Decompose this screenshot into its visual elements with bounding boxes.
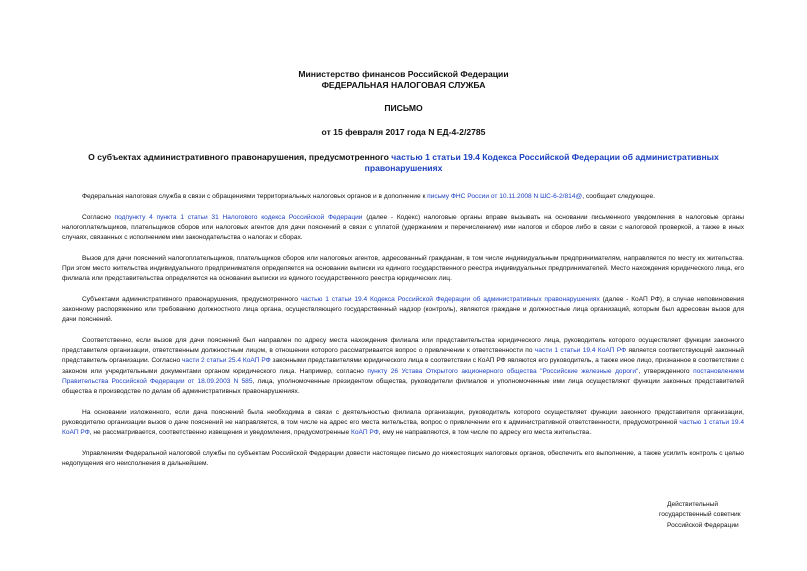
paragraph-text: , лица, уполномоченные президентом общества, руководители филиалов и уполномоченные ими лица осуществляют функции законных представителей общества в производстве по делам об административных правонарушениях. [62, 377, 745, 396]
document-link[interactable]: части 2 статьи 25.4 КоАП РФ [182, 357, 271, 365]
document-type: ПИСЬМО [384, 103, 423, 113]
subject-text: О субъектах административного правонарушения, предусмотренного [88, 152, 392, 162]
paragraph-text: , сообщает следующее. [582, 193, 656, 200]
document-link[interactable]: КоАП РФ [351, 429, 379, 437]
signature-line-2: государственный советник [659, 511, 741, 519]
paragraph-text: Управлениям Федеральной налоговой службы по субъектам Российской Федерации довести настоящее письмо до нижестоящих налоговых органов, обеспечить его выполнение, а также усилить контроль с целью недопущения его неисполнения в дальнейшем. [62, 449, 744, 468]
signature-line-1: Действительный [667, 501, 719, 508]
paragraph-text: На основании изложенного, если дача пояснений была необходима в связи с деятельностью филиала организации, руководитель которого осуществляет функции законного представителя организации, руководителю организации вызов о даче пояснений не направляется, в том числе на адрес его места жительства, вопрос о привлечении его к административной ответственности, предусмотренной [62, 408, 744, 426]
paragraph-text: Вызов для дачи пояснений налогоплательщиков, плательщиков сборов или налоговых агентов, адресованный гражданам, в том числе индивидуальным предпринимателям, направляется по месту их жительства. При этом место жительства индивидуального предпринимателя определяется на основании выписки из единого государственного реестра индивидуальных предпринимателей. Место нахождения юридического лица, его филиала или представительства определяется на основании выписки из единого государственного реестра юридических лиц. [62, 254, 744, 283]
body-paragraph [62, 336, 744, 397]
document-subject [70, 152, 737, 174]
paragraph-text: Субъектами административного правонарушения, предусмотренного [82, 295, 301, 303]
paragraph-text: (далее - КоАП РФ), в случае неповиновения законному распоряжению или требованию должностного лица органа, осуществляющего государственный надзор (контроль), являются граждане и должностные лица организаций, которым был адресован вызов для дачи пояснений. [62, 295, 745, 324]
letter-body [62, 192, 744, 480]
paragraph-text: , ему не направляются, в том числе по адресу его места жительства. [378, 429, 592, 437]
paragraph-text: (далее - Кодекс) налоговые органы вправе вызывать на основании письменного уведомления в налоговые органы налогоплательщиков, плательщиков сборов или налоговых агентов для дачи пояснений в связи с уплатой (удержанием и перечислением) ими налогов и сборов либо в связи с налоговой проверкой, а также в иных случаях, связанных с исполнением ими законодательства о налогах и сборах. [62, 213, 744, 242]
body-paragraph [62, 408, 744, 439]
document-link[interactable]: подпункту 4 пункта 1 статьи 31 Налогового кодекса Российской Федерации [114, 213, 363, 221]
document-link[interactable]: письму ФНС России от 10.11.2008 N ШС-6-2/814@ [427, 193, 583, 200]
body-paragraph [62, 449, 744, 469]
paragraph-text: является соответствующий законный представитель организации. Согласно [62, 347, 745, 365]
paragraph-text: , утвержденного [638, 367, 694, 375]
document-link[interactable]: пункту 26 Устава Открытого акционерного общества "Российские железные дороги" [367, 367, 639, 375]
paragraph-text: Федеральная налоговая служба в связи с обращениями территориальных налоговых органов и в дополнение к [82, 193, 428, 200]
subject-link[interactable]: частью 1 статьи 19.4 Кодекса Российской Федерации об административных правонарушениях [364, 152, 719, 173]
signature-block [659, 500, 769, 531]
letter-header [0, 69, 807, 91]
document-link[interactable]: постановлением Правительства Российской Федерации от 18.09.2003 N 585 [62, 367, 744, 385]
body-paragraph [62, 254, 744, 285]
paragraph-text: законными представителями юридического лица в соответствии с КоАП РФ являются его руководитель, а также иное лицо, признанное в соответствии с законом или учредительными документами органом юридического лица. Например, согласно [62, 357, 745, 375]
document-link[interactable]: частью 1 статьи 19.4 КоАП РФ [62, 418, 745, 437]
paragraph-text: Согласно [82, 213, 115, 221]
body-paragraph [62, 213, 744, 244]
document-link[interactable]: частью 1 статьи 19.4 Кодекса Российской Федерации об административных правонарушениях [300, 295, 600, 303]
document-date-number: от 15 февраля 2017 года N ЕД-4-2/2785 [321, 127, 486, 137]
service-name: ФЕДЕРАЛЬНАЯ НАЛОГОВАЯ СЛУЖБА [321, 80, 486, 90]
paragraph-text: , не рассматривается, соответственно извещения и уведомления, предусмотренные [89, 429, 352, 437]
document-link[interactable]: части 1 статьи 19.4 КоАП РФ [534, 347, 627, 355]
ministry-name: Министерство финансов Российской Федерации [298, 69, 509, 79]
signature-line-3: Российской Федерации [667, 521, 739, 529]
body-paragraph [62, 295, 744, 326]
body-paragraph [62, 192, 744, 202]
paragraph-text: Соответственно, если вызов для дачи пояснений был направлен по адресу места нахождения филиала или представительства юридического лица, руководитель которого осуществляет функции законного представителя организации, ответственным должностным лицом, в отношении которого рассматривается вопрос о привлечении к ответственности по [62, 337, 744, 355]
